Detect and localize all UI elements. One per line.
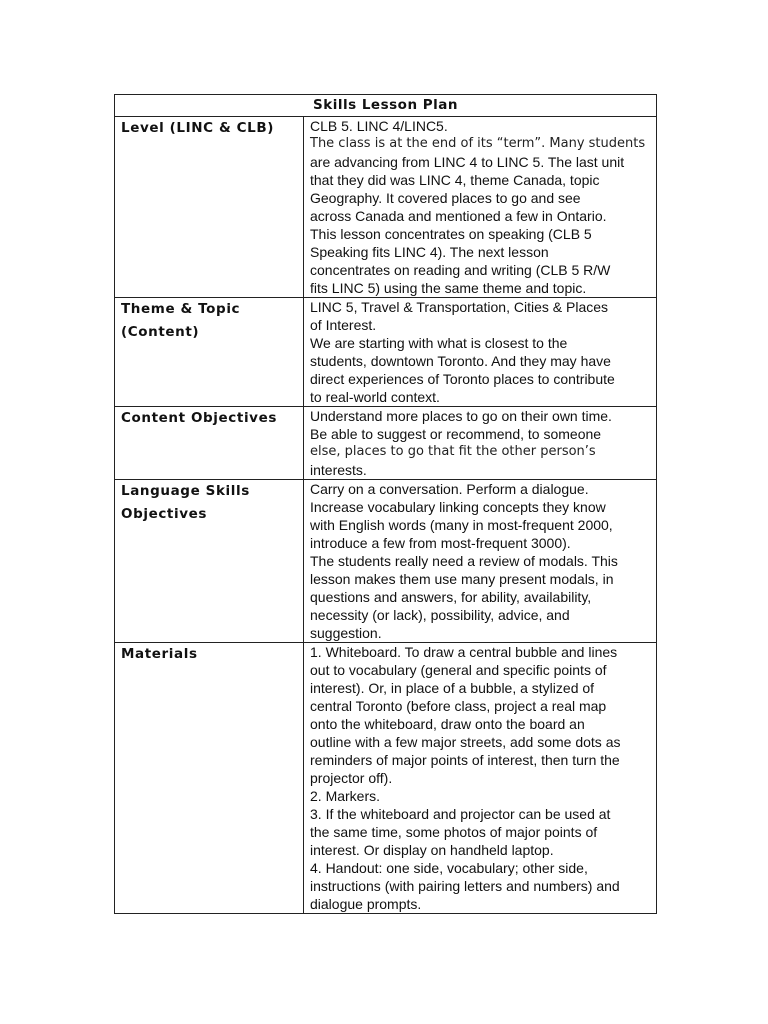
content-line: students, downtown Toronto. And they may have [310,353,611,369]
content-line: lesson makes them use many present modals, in [310,571,614,587]
content-line: 1. Whiteboard. To draw a central bubble and lines [310,644,618,660]
content-line: CLB 5. LINC 4/LINC5. [310,118,448,134]
content-line: interests. [310,462,367,478]
content-line: instructions (with pairing letters and numbers) and [310,878,620,894]
row-content [304,407,657,480]
content-line: are advancing from LINC 4 to LINC 5. The last unit [310,154,625,170]
content-line: onto the whiteboard, draw onto the board an [310,716,585,732]
table-title-row [115,95,657,117]
content-line: out to vocabulary (general and specific points of [310,662,607,678]
table-row-level [115,117,657,298]
row-label [115,480,304,643]
content-line: across Canada and mentioned a few in Ontario. [310,208,607,224]
table-row-materials [115,643,657,914]
row-label [115,643,304,914]
content-line: interest). Or, in place of a bubble, a stylized of [310,680,595,696]
content-line: This lesson concentrates on speaking (CLB 5 [310,226,592,242]
content-line: 4. Handout: one side, vocabulary; other side, [310,860,588,876]
row-label-line: (Content) [121,323,200,340]
table-title: Skills Lesson Plan [115,95,657,117]
content-line: to real-world context. [310,389,440,405]
row-content [304,480,657,643]
row-label-line: Theme & Topic [121,301,241,317]
content-line: questions and answers, for ability, availability, [310,589,592,605]
row-label-line: Objectives [121,505,207,522]
content-line: LINC 5, Travel & Transportation, Cities & Places [310,299,609,315]
content-line: suggestion. [310,625,382,641]
content-line: direct experiences of Toronto places to contribute [310,371,615,387]
row-content [304,117,657,298]
content-line: concentrates on reading and writing (CLB 5 R/W [310,262,611,278]
content-line: Speaking fits LINC 4). The next lesson [310,244,549,260]
content-line: Carry on a conversation. Perform a dialogue. [310,481,589,497]
row-content [304,643,657,914]
content-line: outline with a few major streets, add some dots as [310,734,621,750]
content-line: of Interest. [310,317,377,333]
content-line: dialogue prompts. [310,896,422,912]
content-line: introduce a few from most-frequent 3000). [310,535,571,551]
table-row-content-objectives [115,407,657,480]
content-line: necessity (or lack), possibility, advice, and [310,607,570,623]
content-line: that they did was LINC 4, theme Canada, topic [310,172,600,188]
content-line: central Toronto (before class, project a real map [310,698,607,714]
content-line: reminders of major points of interest, then turn the [310,752,620,768]
content-line: 3. If the whiteboard and projector can be used at [310,806,611,822]
content-line: fits LINC 5) using the same theme and topic. [310,280,587,296]
content-line: else, places to go that fit the other person’s [310,444,596,459]
row-label [115,407,304,480]
content-line: the same time, some photos of major points of [310,824,598,840]
content-line: Understand more places to go on their own time. [310,408,612,424]
table-row-theme [115,298,657,407]
content-line: Geography. It covered places to go and see [310,190,581,206]
content-line: Be able to suggest or recommend, to someone [310,426,602,442]
content-line: with English words (many in most-frequent 2000, [310,517,613,533]
content-line: The class is at the end of its “term”. Many students [310,136,646,151]
row-label-line: Content Objectives [121,410,277,426]
content-line: interest. Or display on handheld laptop. [310,842,554,858]
row-label-line: Materials [121,646,198,662]
lesson-plan-table [114,94,657,914]
content-line: The students really need a review of modals. This [310,553,618,569]
row-label-line: Level (LINC & CLB) [121,120,274,136]
content-line: We are starting with what is closest to the [310,335,568,351]
content-line: Increase vocabulary linking concepts they know [310,499,606,515]
row-label-line: Language Skills [121,483,250,499]
content-line: 2. Markers. [310,788,381,804]
row-label [115,117,304,298]
content-line: projector off). [310,770,393,786]
row-content [304,298,657,407]
table-row-language-skills [115,480,657,643]
row-label [115,298,304,407]
